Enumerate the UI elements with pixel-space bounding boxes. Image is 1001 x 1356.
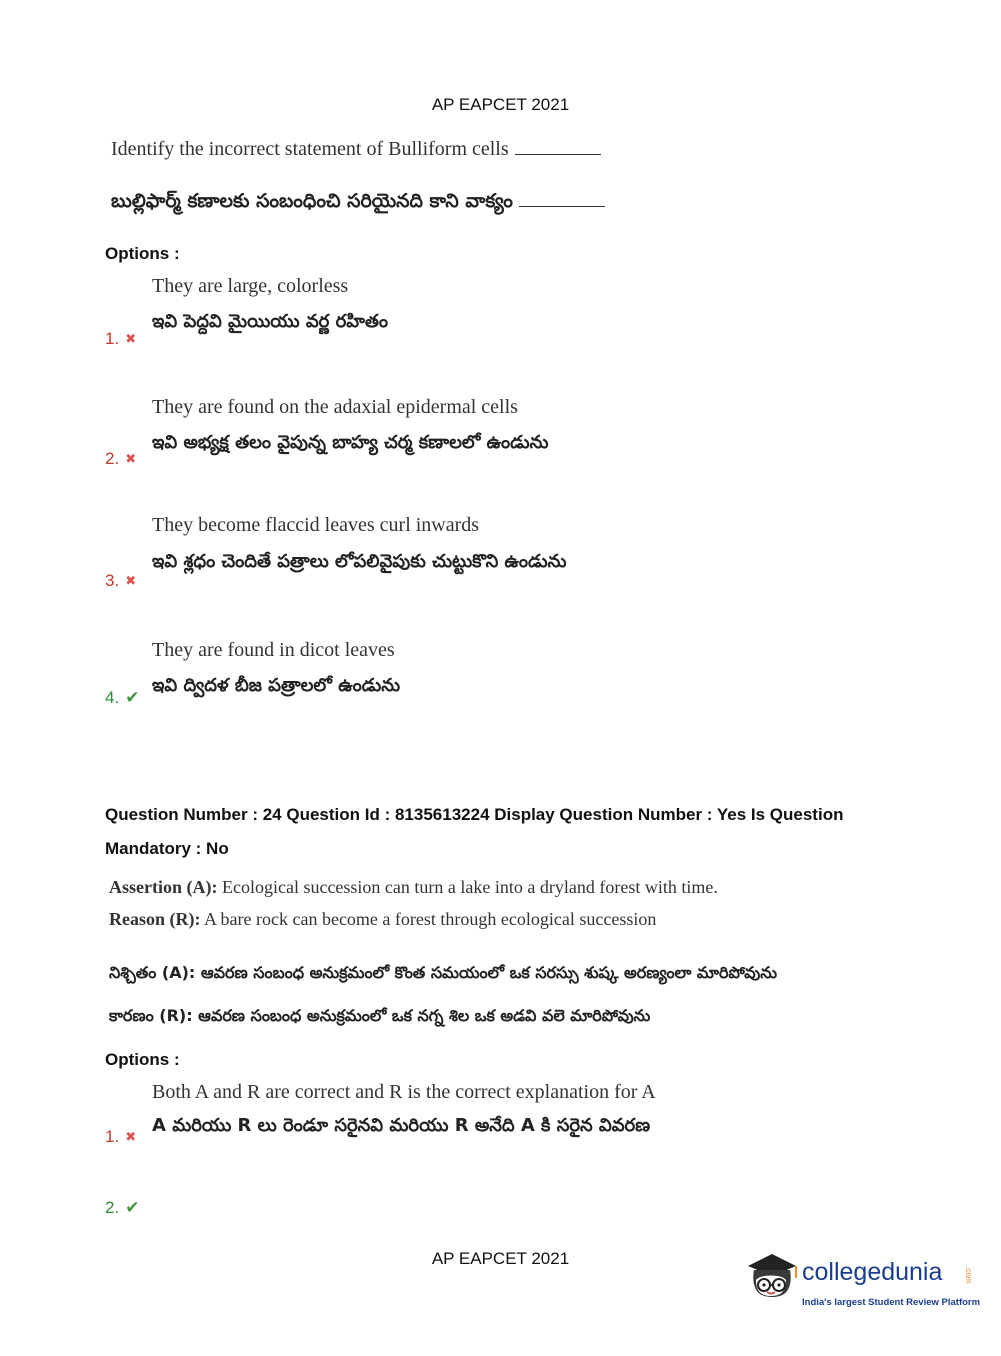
assertion-en <box>109 877 718 898</box>
option-number: 4. <box>105 688 120 707</box>
option-4-text-en: They are found in dicot leaves <box>152 639 395 661</box>
option-number: 3. <box>105 571 120 590</box>
assertion-label: Assertion (A): <box>109 877 218 897</box>
logo-tagline: India's largest Student Review Platform <box>802 1297 981 1308</box>
wrong-icon: ✖ <box>125 573 137 588</box>
answer-blank <box>519 192 605 207</box>
answer-blank <box>515 140 601 155</box>
mascot-icon <box>742 1250 800 1312</box>
option-2-marker <box>105 449 136 469</box>
page-header: AP EAPCET 2021 <box>431 95 570 114</box>
question-text-te: బుల్లిఫార్మ్ కణాలకు సంబంధించి సరియైనది కాని వాక్యం <box>111 190 605 217</box>
q24-option-1-text-en: Both A and R are correct and R is the correct explanation for A <box>152 1081 656 1103</box>
correct-icon: ✔ <box>125 688 140 707</box>
assertion-text: Ecological succession can turn a lake into a dryland forest with time. <box>221 877 718 897</box>
q24-option-2-marker <box>105 1198 139 1218</box>
reason-en <box>109 909 656 930</box>
reason-te: కారణం (R): ఆవరణ సంబంధ అనుక్రమంలో ఒక నగ్న శిల ఒక అడవి వలె మారిపోవును <box>109 1006 651 1025</box>
logo-suffix: .com <box>964 1266 973 1284</box>
option-3-marker <box>105 571 136 591</box>
logo-wordmark: collegedunia <box>802 1258 943 1286</box>
option-4-text-te: ఇవి ద్విదళ బీజ పత్రాలలో ఉండును <box>152 675 401 696</box>
reason-label: Reason (R): <box>109 909 201 929</box>
correct-icon: ✔ <box>125 1198 140 1217</box>
option-number: 2. <box>105 449 120 468</box>
option-number: 1. <box>105 329 120 348</box>
wrong-icon: ✖ <box>125 331 137 346</box>
option-1-text-en: They are large, colorless <box>152 275 349 297</box>
options-label: Options : <box>105 1050 180 1069</box>
option-number: 2. <box>105 1198 120 1217</box>
reason-text: A bare rock can become a forest through ecological succession <box>204 909 657 929</box>
option-2-text-te: ఇవి అభ్యక్ష తలం వైపున్న బాహ్య చర్మ కణాలలో ఉండును <box>152 432 549 453</box>
question-meta: Question Number : 24 Question Id : 8135613224 Display Question Number : Yes Is Question <box>105 805 844 824</box>
option-3-text-te: ఇవి శ్లధం చెందితే పత్రాలు లోపలివైపుకు చుట్టుకొని ఉండును <box>152 551 567 572</box>
question-mandatory: Mandatory : No <box>105 839 229 858</box>
wrong-icon: ✖ <box>125 1129 137 1144</box>
assertion-te: నిశ్చితం (A): ఆవరణ సంబంధ అనుక్రమంలో కొంత సమయంలో ఒక సరస్సు శుష్క అరణ్యంలా మారిపోవును <box>109 963 777 982</box>
option-number: 1. <box>105 1127 120 1146</box>
q24-option-1-text-te: A మరియు R లు రెండూ సరైనవి మరియు R అనేది A కి సరైన వివరణ <box>152 1115 651 1136</box>
question-text-en: Identify the incorrect statement of Bulliform cells <box>111 138 601 161</box>
option-2-text-en: They are found on the adaxial epidermal cells <box>152 396 518 418</box>
option-4-marker <box>105 688 139 708</box>
q24-option-1-marker <box>105 1127 136 1147</box>
option-1-text-te: ఇవి పెద్దవి మైయియు వర్ణ రహితం <box>152 311 389 332</box>
option-1-marker <box>105 329 136 349</box>
options-label: Options : <box>105 244 180 263</box>
collegedunia-logo <box>742 1248 981 1316</box>
option-3-text-en: They become flaccid leaves curl inwards <box>152 514 480 536</box>
wrong-icon: ✖ <box>125 451 137 466</box>
page-footer: AP EAPCET 2021 <box>431 1249 570 1268</box>
